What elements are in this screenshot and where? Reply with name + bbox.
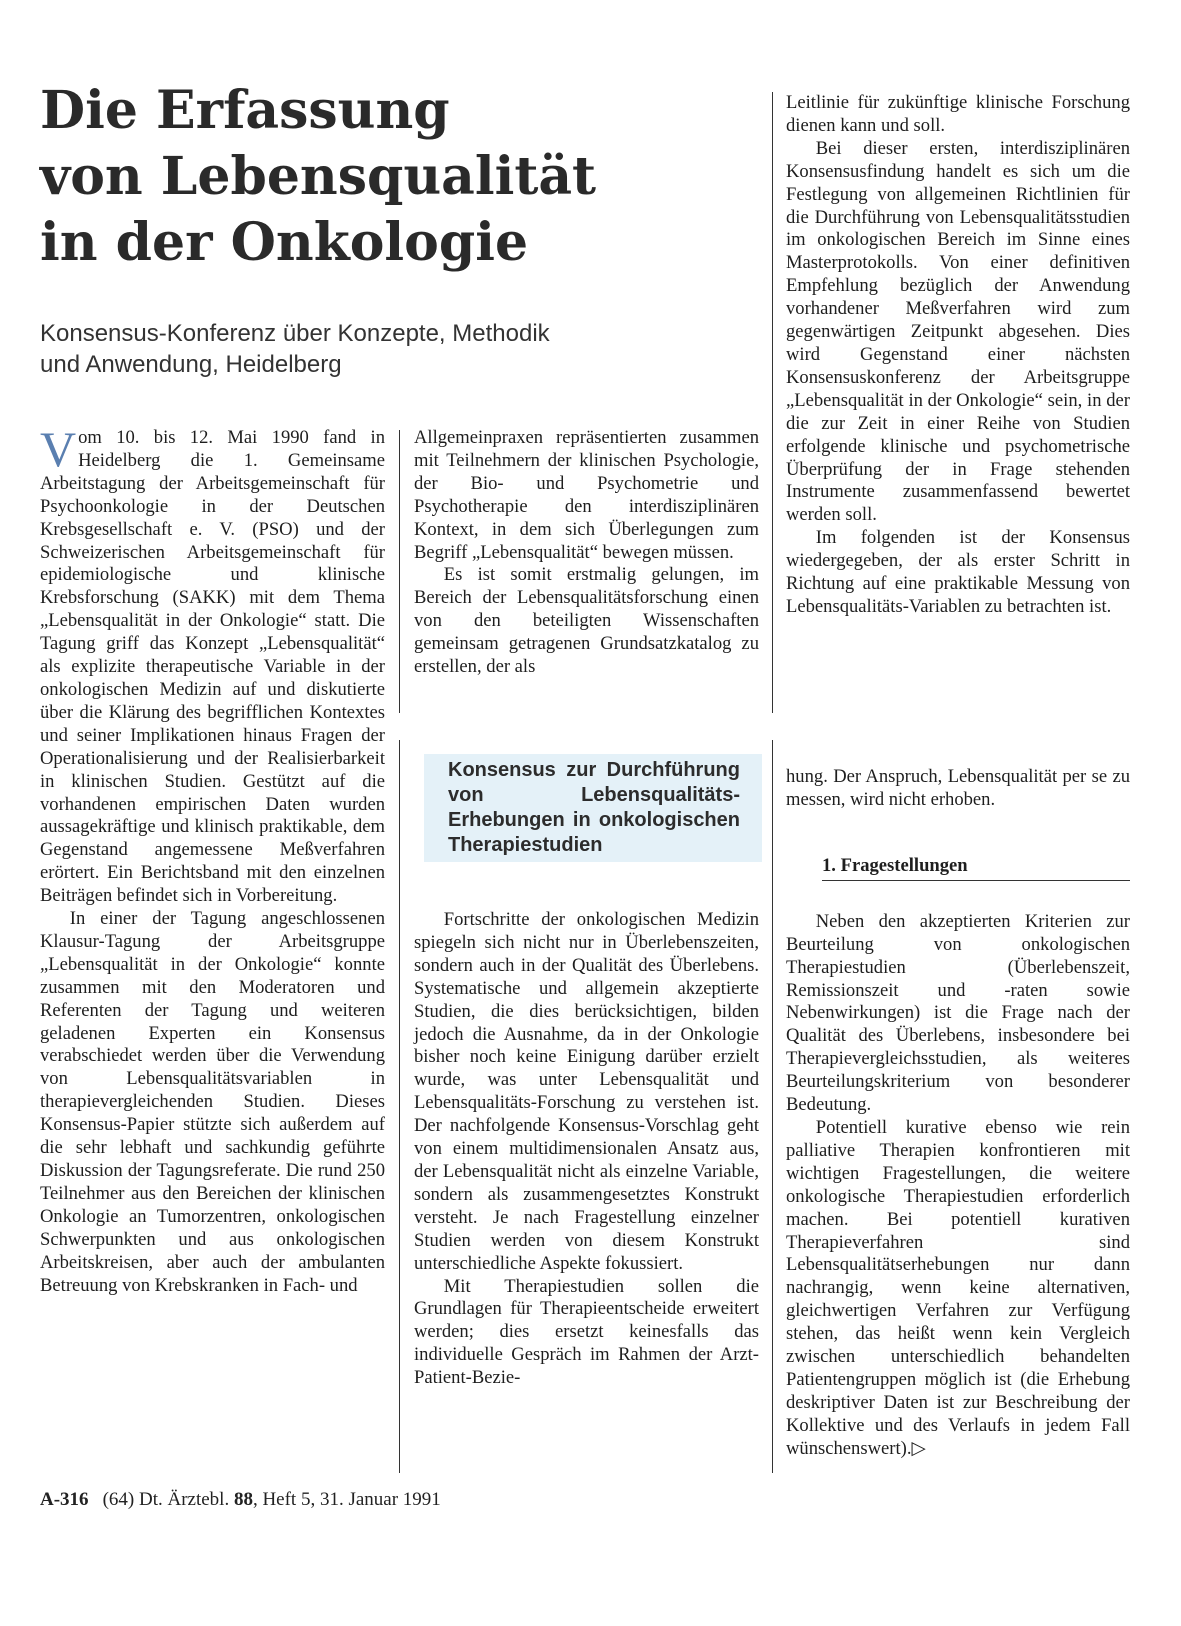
page-number: A-316 [40,1489,89,1510]
paragraph: Leitlinie für zukünftige klinische Forschung dienen kann und soll. [786,92,1130,136]
paragraph: In einer der Tagung angeschlossenen Klausur-Tagung der Arbeitsgruppe „Lebensqualität in der Onkologie“ konnte zusammen mit den Moderatoren und Referenten der Tagung und weiteren geladenen Experten ein Konsensus verabschiedet werden über die Verwendung von Lebensqualitätsvariablen in therapievergleichenden Studien. Dieses Konsensus-Papier stützte sich außerdem auf die sehr lebhaft und sachkundig geführte Diskussion der Tagungsreferate. Die rund 250 Teilnehmer aus den Bereichen der klinischen Onkologie an Tumorzentren, onkologischen Schwerpunkten und aus onkologischen Arbeitskreisen, aber auch der ambulanten Betreuung von Krebskranken in Fach- und [40,908,385,1296]
column-1 [40,421,385,1297]
column-2-bottom [414,909,759,1390]
column-rule-top-right [772,92,773,713]
paragraph-text: Potentiell kurative ebenso wie rein palliative Therapien konfrontieren mit wichtigen Fragestellungen, die weitere onkologische Therapiestudien erforderlich machen. Bei potentiell kurativen Therapieverfahren sind Lebensqualitätserhebungen nur dann nachrangig, wenn keine alternativen, gleichwertigen Verfahren zur Verfügung stehen, das heißt wenn kein Vergleich zwischen unterschiedlich behandelten Patientengruppen möglich ist (die Erhebung deskriptiver Daten ist zur Beschreibung der Kollektive und des Verlaufs in jedem Fall wünschenswert). [786,1116,1130,1459]
paragraph: Bei dieser ersten, interdisziplinären Konsensusfindung handelt es sich um die Festlegung von allgemeinen Richtlinien für die Durchführung von Lebensqualitätsstudien im onkologischen Bereich im Sinne eines Masterprotokolls. Von einer definitiven Empfehlung bezüglich der Anwendung vorhandener Meßverfahren wird zum gegenwärtigen Zeitpunkt abgesehen. Dies wird Gegenstand einer nächsten Konsensuskonferenz der Arbeitsgruppe „Lebensqualität in der Onkologie“ sein, in der die zur Zeit in einer Reihe von Studien erfolgende klinische und psychometrische Überprüfung der in Frage stehenden Instrumente zusammenfassend bewertet werden soll. [786,137,1130,526]
paragraph: hung. Der Anspruch, Lebensqualität per se zu messen, wird nicht erhoben. [786,766,1130,810]
paragraph: Neben den akzeptierten Kriterien zur Beurteilung von onkologischen Therapiestudien (Überlebenszeit, Remissionszeit und -raten sowie Nebenwirkungen) ist die Frage nach der Qualität des Überlebens, insbesondere bei Therapievergleichsstudien, als weiteres Beurteilungskriterium von besonderer Bedeutung. [786,910,1130,1116]
paragraph [786,1117,1130,1461]
page-footer [40,1489,441,1511]
section-heading-fragestellungen: 1. Fragestellungen [822,855,1130,881]
paragraph-text: om 10. bis 12. Mai 1990 fand in Heidelberg die 1. Gemeinsame Arbeitstagung der Arbeitsgemeinschaft für Psychoonkologie in der Deutschen Krebsgesellschaft e. V. (PSO) und der Schweizerischen Arbeitsgemeinschaft für epidemiologische und klinische Krebsforschung (SAKK) mit dem Thema „Lebensqualität in der Onkologie“ statt. Die Tagung griff das Konzept „Lebensqualität“ als explizite therapeutische Variable in der onkologischen Medizin auf und diskutierte über die Klärung des begrifflichen Kontextes und seiner Implikationen hinaus Fragen der Operationalisierung und der Realisierbarkeit in klinischen Studien. Gestützt auf die vorhandenen empirischen Daten wurden aussagekräftige und klinisch praktikable, dem Gegenstand angemessene Meßverfahren erörtert. Ein Berichtsband mit den einzelnen Beiträgen befindet sich in Vorbereitung. [40,427,385,907]
paragraph: Mit Therapiestudien sollen die Grundlagen für Therapieentscheide erweitert werden; dies ersetzt keinesfalls das individuelle Gespräch im Rahmen der Arzt-Patient-Bezie- [414,1275,759,1389]
consensus-heading: Konsensus zur Durchführung von Lebensqualitäts-Erhebungen in onkologischen Therapiestudien [448,759,740,856]
paragraph: Allgemeinpraxen repräsentierten zusammen mit Teilnehmern der klinischen Psychologie, der Bio- und Psychometrie und Psychotherapie den interdisziplinären Kontext, in dem sich Überlegungen zum Begriff „Lebensqualität“ bewegen müssen. [414,427,759,563]
article-title [40,78,760,276]
article-subtitle [40,318,740,380]
column-rule-top-left [399,430,400,713]
column-rule-bottom-right [772,740,773,1473]
continue-arrow-icon: ▷ [911,1437,926,1459]
title-line-3: in der Onkologie [40,212,529,273]
paragraph: Fortschritte der onkologischen Medizin spiegeln sich nicht nur in Überlebenszeiten, sondern auch in der Qualität des Überlebens. Systematische und allgemein akzeptierte Studien, die dies berücksichtigen, bilden jedoch die Ausnahme, da in der Onkologie bisher noch keine Einigung darüber erzielt wurde, was unter Lebensqualität und Lebensqualitäts-Forschung zu verstehen ist. Der nachfolgende Konsensus-Vorschlag geht von einem multidimensionalen Ansatz aus, der Lebensqualität nicht als einzelne Variable, sondern als zusammengesetztes Konstrukt versteht. Je nach Fragestellung einzelner Studien werden von diesem Konstrukt unterschiedliche Aspekte fokussiert. [414,909,759,1274]
consensus-heading-box [424,754,762,862]
paragraph: Im folgenden ist der Konsensus wiedergegeben, der als erster Schritt in Richtung auf eine praktikable Messung von Lebensqualitäts-Variablen zu betrachten ist. [786,527,1130,617]
citation-prefix: (64) Dt. Ärztebl. [102,1489,234,1510]
citation-volume: 88 [233,1489,253,1510]
column-2-top [414,427,759,679]
title-line-1: Die Erfassung [40,80,450,141]
column-rule-bottom-left [399,740,400,1473]
title-line-2: von Lebensqualität [40,146,597,207]
paragraph [40,421,385,908]
column-3-top [786,92,1130,619]
paragraph: Es ist somit erstmalig gelungen, im Bereich der Lebensqualitätsforschung einen von den beteiligten Wissenschaften gemeinsam getragenen Grundsatzkatalog zu erstellen, der als [414,564,759,678]
citation-suffix: , Heft 5, 31. Januar 1991 [252,1489,441,1510]
subtitle-line-2: und Anwendung, Heidelberg [40,351,342,378]
subtitle-line-1: Konsensus-Konferenz über Konzepte, Methodik [40,320,550,347]
drop-cap: V [40,421,77,477]
